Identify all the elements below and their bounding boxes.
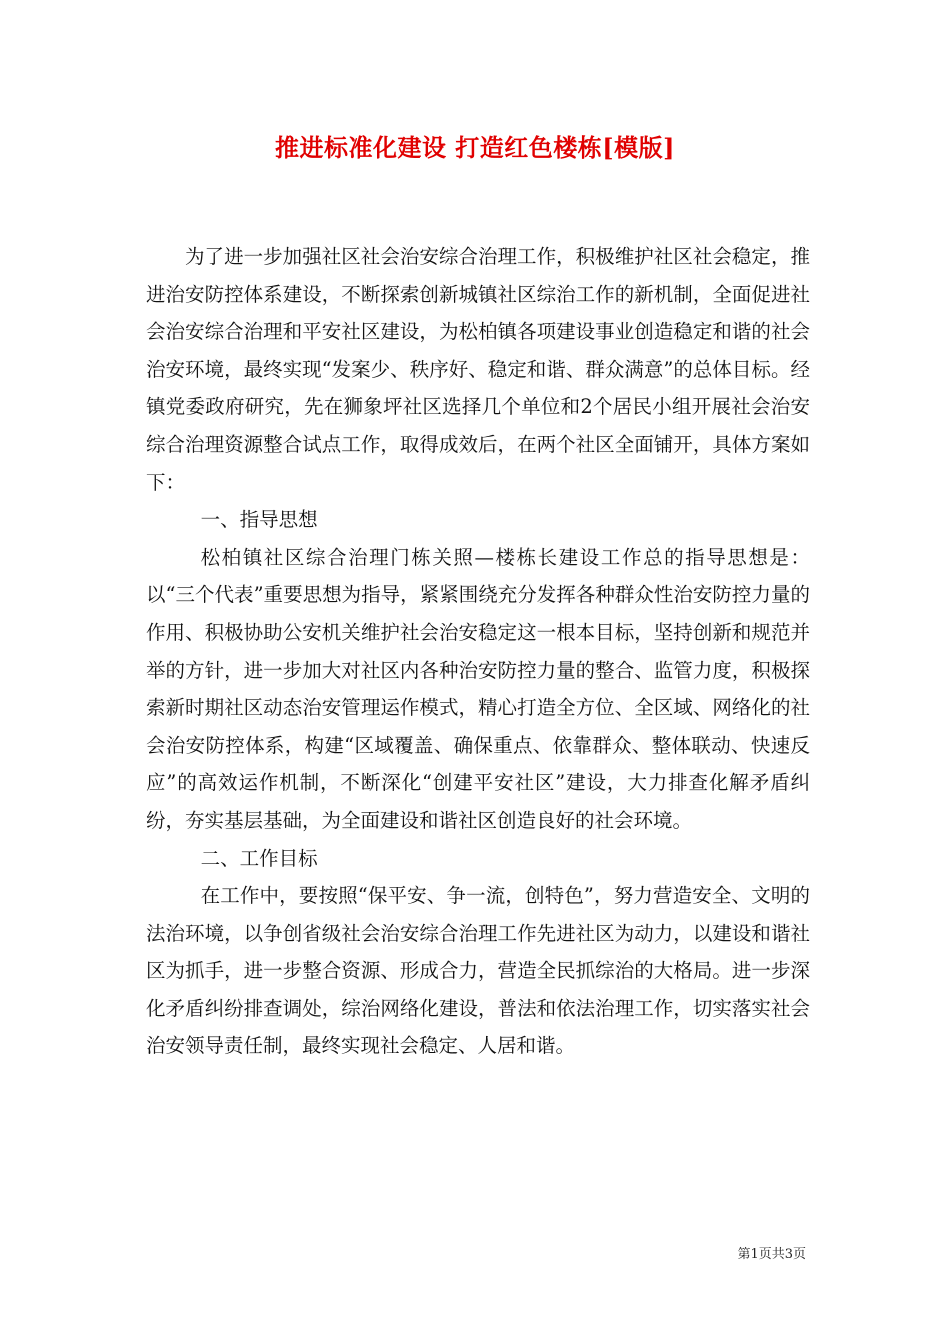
document-body: [146, 238, 810, 1065]
work-goals-paragraph: 在工作中，要按照“保平安、争一流，创特色”，努力营造安全、文明的法治环境，以争创省级社会治安综合治理工作先进社区为动力，以建设和谐社区为抓手，进一步整合资源、形成合力，营造全民抓综治的大格局。进一步深化矛盾纠纷排查调处，综治网络化建设，普法和依法治理工作，切实落实社会治安领导责任制，最终实现社会稳定、人居和谐。: [146, 884, 810, 1058]
guiding-ideology-paragraph: 松柏镇社区综合治理门栋关照—楼栋长建设工作总的指导思想是：以“三个代表”重要思想为指导，紧紧围绕充分发挥各种群众性治安防控力量的作用、积极协助公安机关维护社会治安稳定这一根本目标，坚持创新和规范并举的方针，进一步加大对社区内各种治安防控力量的整合、监管力度，积极探索新时期社区动态治安管理运作模式，精心打造全方位、全区域、网络化的社会治安防控体系，构建“区域覆盖、确保重点、依靠群众、整体联动、快速反应”的高效运作机制，不断深化“创建平安社区”建设，大力排查化解矛盾纠纷，夯实基层基础，为全面建设和谐社区创造良好的社会环境。: [146, 545, 810, 832]
section-heading-work-goals: 二、工作目标: [200, 846, 318, 870]
section-heading-guiding-ideology: 一、指导思想: [200, 508, 318, 532]
intro-paragraph: 为了进一步加强社区社会治安综合治理工作，积极维护社区社会稳定，推进治安防控体系建设，不断探索创新城镇社区综治工作的新机制，全面促进社会治安综合治理和平安社区建设，为松柏镇各项建设事业创造稳定和谐的社会治安环境，最终实现“发案少、秩序好、稳定和谐、群众满意”的总体目标。经镇党委政府研究，先在狮象坪社区选择几个单位和2个居民小组开展社会治安综合治理资源整合试点工作，取得成效后，在两个社区全面铺开，具体方案如下：: [146, 245, 810, 494]
document-title: 推进标准化建设 打造红色楼栋[模版]: [274, 133, 676, 162]
page-number-footer: 第1页共3页: [737, 1247, 806, 1262]
